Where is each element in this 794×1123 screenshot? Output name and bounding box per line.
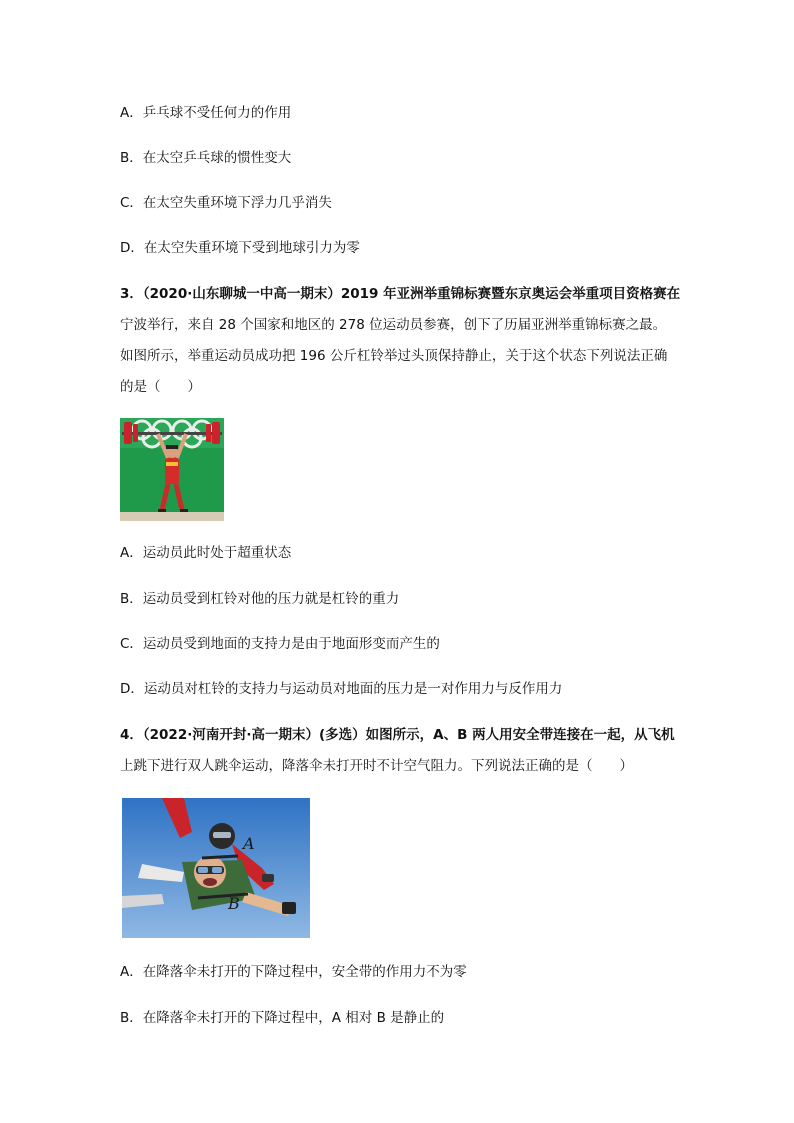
q3-option-d: D．运动员对杠铃的支持力与运动员对地面的压力是一对作用力与反作用力 (120, 681, 563, 697)
q3-stem-line-4: 的是（ ） (120, 379, 201, 395)
weightlifter-photo (120, 418, 224, 521)
q2-option-d: D．在太空失重环境下受到地球引力为零 (120, 240, 360, 256)
skydivers-illustration (122, 798, 310, 938)
q2-option-b: B．在太空乒乓球的惯性变大 (120, 150, 292, 166)
q4-stem-line-1: 4．（2022·河南开封·高一期末）(多选）如图所示，A、B 两人用安全带连接在一起，从飞机 (120, 727, 675, 743)
q3-option-c: C．运动员受到地面的支持力是由于地面形变而产生的 (120, 636, 440, 652)
label-b: B (228, 894, 240, 913)
q4-option-b: B．在降落伞未打开的下降过程中，A 相对 B 是静止的 (120, 1010, 445, 1026)
q4-stem-line-2: 上跳下进行双人跳伞运动，降落伞未打开时不计空气阻力。下列说法正确的是（ ） (120, 758, 633, 774)
skydivers-photo (122, 798, 310, 938)
q2-option-a: A．乒乓球不受任何力的作用 (120, 105, 292, 121)
q3-stem-line-3: 如图所示，举重运动员成功把 196 公斤杠铃举过头顶保持静止，关于这个状态下列说法正确 (120, 348, 668, 364)
q2-option-c: C．在太空失重环境下浮力几乎消失 (120, 195, 332, 211)
q4-option-a: A．在降落伞未打开的下降过程中，安全带的作用力不为零 (120, 964, 467, 980)
q3-option-a: A．运动员此时处于超重状态 (120, 545, 292, 561)
q3-stem-line-1: 3．（2020·山东聊城一中高一期末）2019 年亚洲举重锦标赛暨东京奥运会举重项目资格赛在 (120, 286, 681, 302)
q3-option-b: B．运动员受到杠铃对他的压力就是杠铃的重力 (120, 591, 400, 607)
weightlifter-illustration (120, 418, 224, 521)
q3-stem-line-2: 宁波举行，来自 28 个国家和地区的 278 位运动员参赛，创下了历届亚洲举重锦标赛之最。 (120, 317, 667, 333)
label-a: A (243, 834, 255, 853)
